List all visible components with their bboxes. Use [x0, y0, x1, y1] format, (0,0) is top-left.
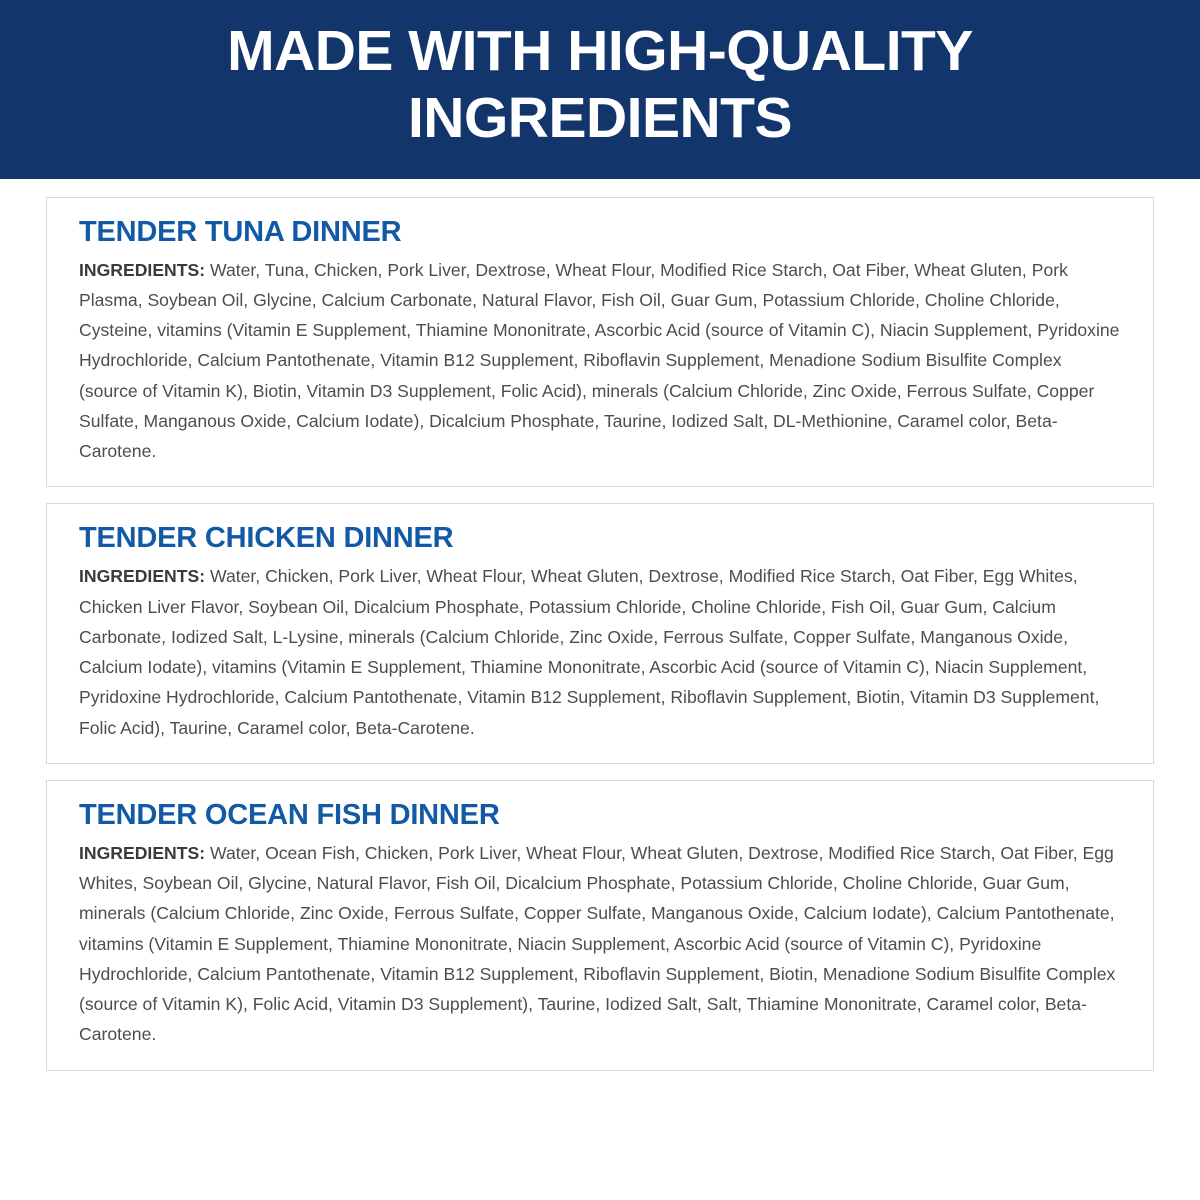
- product-name: TENDER TUNA DINNER: [79, 215, 402, 248]
- product-ingredients: [79, 255, 1123, 467]
- product-card: [46, 197, 1154, 488]
- product-card-list: [0, 179, 1200, 1071]
- ingredients-label: INGREDIENTS:: [79, 566, 206, 587]
- page-title: MADE WITH HIGH-QUALITY INGREDIENTS: [227, 19, 973, 151]
- ingredients-label: INGREDIENTS:: [79, 259, 206, 280]
- page-header-banner: [0, 0, 1200, 179]
- product-name: TENDER OCEAN FISH DINNER: [79, 798, 500, 831]
- ingredients-text: Water, Tuna, Chicken, Pork Liver, Dextrose, Wheat Flour, Modified Rice Starch, Oat Fiber, Wheat Gluten, Pork Plasma, Soybean Oil, Glycine, Calcium Carbonate, Natural Flavor, Fish Oil, Guar Gum, Potassium Chloride, Choline Chloride, Cysteine, vitamins (Vitamin E Supplement, Thiamine Mononitrate, Ascorbic Acid (source of Vitamin C), Niacin Supplement, Pyridoxine Hydrochloride, Calcium Pantothenate, Vitamin B12 Supplement, Riboflavin Supplement, Menadione Sodium Bisulfite Complex (source of Vitamin K), Biotin, Vitamin D3 Supplement, Folic Acid), minerals (Calcium Chloride, Zinc Oxide, Ferrous Sulfate, Copper Sulfate, Manganous Oxide, Calcium Iodate), Dicalcium Phosphate, Taurine, Iodized Salt, DL-Methionine, Caramel color, Beta-Carotene.: [79, 259, 1120, 461]
- ingredients-text: Water, Chicken, Pork Liver, Wheat Flour, Wheat Gluten, Dextrose, Modified Rice Starch, Oat Fiber, Egg Whites, Chicken Liver Flavor, Soybean Oil, Dicalcium Phosphate, Potassium Chloride, Choline Chloride, Fish Oil, Guar Gum, Calcium Carbonate, Iodized Salt, L-Lysine, minerals (Calcium Chloride, Zinc Oxide, Ferrous Sulfate, Copper Sulfate, Manganous Oxide, Calcium Iodate), vitamins (Vitamin E Supplement, Thiamine Mononitrate, Ascorbic Acid (source of Vitamin C), Niacin Supplement, Pyridoxine Hydrochloride, Calcium Pantothenate, Vitamin B12 Supplement, Riboflavin Supplement, Biotin, Vitamin D3 Supplement, Folic Acid), Taurine, Caramel color, Beta-Carotene.: [79, 566, 1100, 738]
- product-card: [46, 503, 1154, 764]
- product-name: TENDER CHICKEN DINNER: [79, 522, 454, 555]
- ingredients-label: INGREDIENTS:: [79, 842, 206, 863]
- product-card: [46, 780, 1154, 1071]
- product-ingredients: [79, 838, 1123, 1050]
- ingredients-text: Water, Ocean Fish, Chicken, Pork Liver, Wheat Flour, Wheat Gluten, Dextrose, Modified Rice Starch, Oat Fiber, Egg Whites, Soybean Oil, Glycine, Natural Flavor, Fish Oil, Dicalcium Phosphate, Potassium Chloride, Choline Chloride, Guar Gum, minerals (Calcium Chloride, Zinc Oxide, Ferrous Sulfate, Copper Sulfate, Manganous Oxide, Calcium Iodate), Calcium Pantothenate, vitamins (Vitamin E Supplement, Thiamine Mononitrate, Niacin Supplement, Ascorbic Acid (source of Vitamin C), Pyridoxine Hydrochloride, Calcium Pantothenate, Vitamin B12 Supplement, Riboflavin Supplement, Biotin, Menadione Sodium Bisulfite Complex (source of Vitamin K), Folic Acid, Vitamin D3 Supplement), Taurine, Iodized Salt, Salt, Thiamine Mononitrate, Caramel color, Beta-Carotene.: [79, 842, 1116, 1045]
- product-ingredients: [79, 561, 1123, 743]
